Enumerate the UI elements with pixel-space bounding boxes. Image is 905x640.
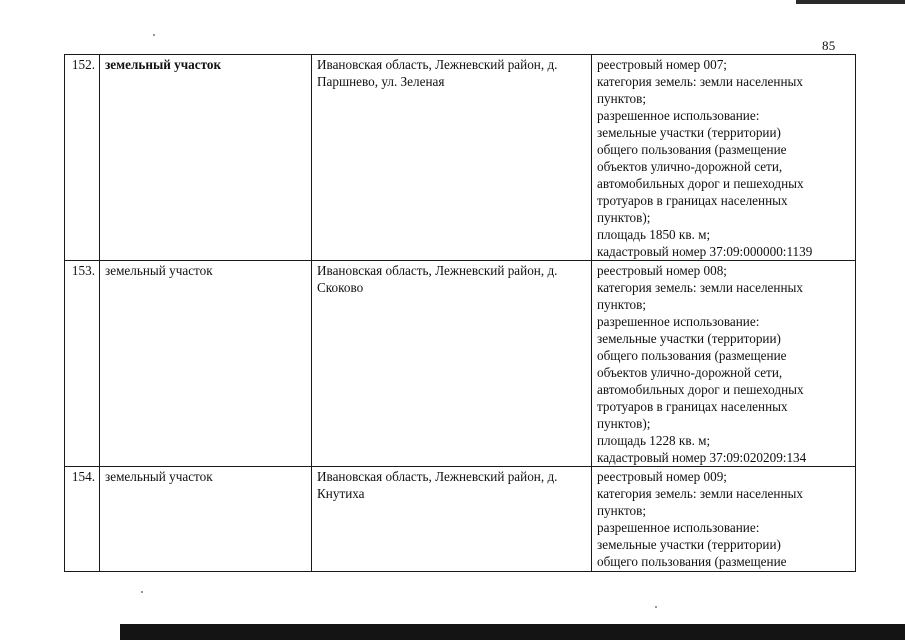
row-number: 154. (65, 467, 100, 572)
description-line: кадастровый номер 37:09:020209:134 (597, 450, 807, 465)
description-line: земельные участки (территории) (597, 331, 781, 346)
row-number: 152. (65, 55, 100, 261)
description-line: разрешенное использование: (597, 314, 760, 329)
description-line: реестровый номер 008; (597, 263, 727, 278)
description-line: категория земель: земли населенных (597, 280, 803, 295)
object-address: Ивановская область, Лежневский район, д. Кнутиха (312, 467, 592, 572)
table-row (65, 467, 856, 572)
scan-edge-mark (796, 0, 905, 4)
description-line: разрешенное использование: (597, 520, 760, 535)
description-line: площадь 1228 кв. м; (597, 433, 711, 448)
description-line: пунктов; (597, 91, 647, 106)
description-line: разрешенное использование: (597, 108, 760, 123)
description-line: тротуаров в границах населенных (597, 399, 788, 414)
scan-speck (655, 606, 657, 608)
description-line: общего пользования (размещение (597, 348, 787, 363)
description-line: тротуаров в границах населенных (597, 193, 788, 208)
table-row (65, 55, 856, 261)
description-line: площадь 1850 кв. м; (597, 227, 711, 242)
description-line: категория земель: земли населенных (597, 486, 803, 501)
description-line: земельные участки (территории) (597, 125, 781, 140)
register-table-container (64, 54, 855, 568)
description-line: общего пользования (размещение (597, 554, 787, 569)
description-line: пунктов); (597, 210, 651, 225)
description-line: автомобильных дорог и пешеходных (597, 382, 804, 397)
description-line: земельные участки (территории) (597, 537, 781, 552)
description-line: кадастровый номер 37:09:000000:1139 (597, 244, 813, 259)
object-name: земельный участок (100, 261, 312, 467)
description-line: пунктов; (597, 503, 647, 518)
object-description (592, 467, 856, 572)
description-line: объектов улично-дорожной сети, (597, 159, 783, 174)
description-line: объектов улично-дорожной сети, (597, 365, 783, 380)
description-line: категория земель: земли населенных (597, 74, 803, 89)
row-number: 153. (65, 261, 100, 467)
object-name: земельный участок (100, 55, 312, 261)
description-line: пунктов); (597, 416, 651, 431)
register-table (64, 54, 856, 572)
object-description (592, 261, 856, 467)
description-line: реестровый номер 009; (597, 469, 727, 484)
description-line: общего пользования (размещение (597, 142, 787, 157)
description-line: реестровый номер 007; (597, 57, 727, 72)
scan-shadow-bar (120, 624, 905, 640)
object-description (592, 55, 856, 261)
object-name: земельный участок (100, 467, 312, 572)
object-address: Ивановская область, Лежневский район, д. Паршнево, ул. Зеленая (312, 55, 592, 261)
description-line: пунктов; (597, 297, 647, 312)
object-address: Ивановская область, Лежневский район, д. Скоково (312, 261, 592, 467)
scan-speck (141, 591, 143, 593)
table-row (65, 261, 856, 467)
page-number: 85 (822, 38, 836, 53)
scan-speck (153, 34, 155, 36)
description-line: автомобильных дорог и пешеходных (597, 176, 804, 191)
